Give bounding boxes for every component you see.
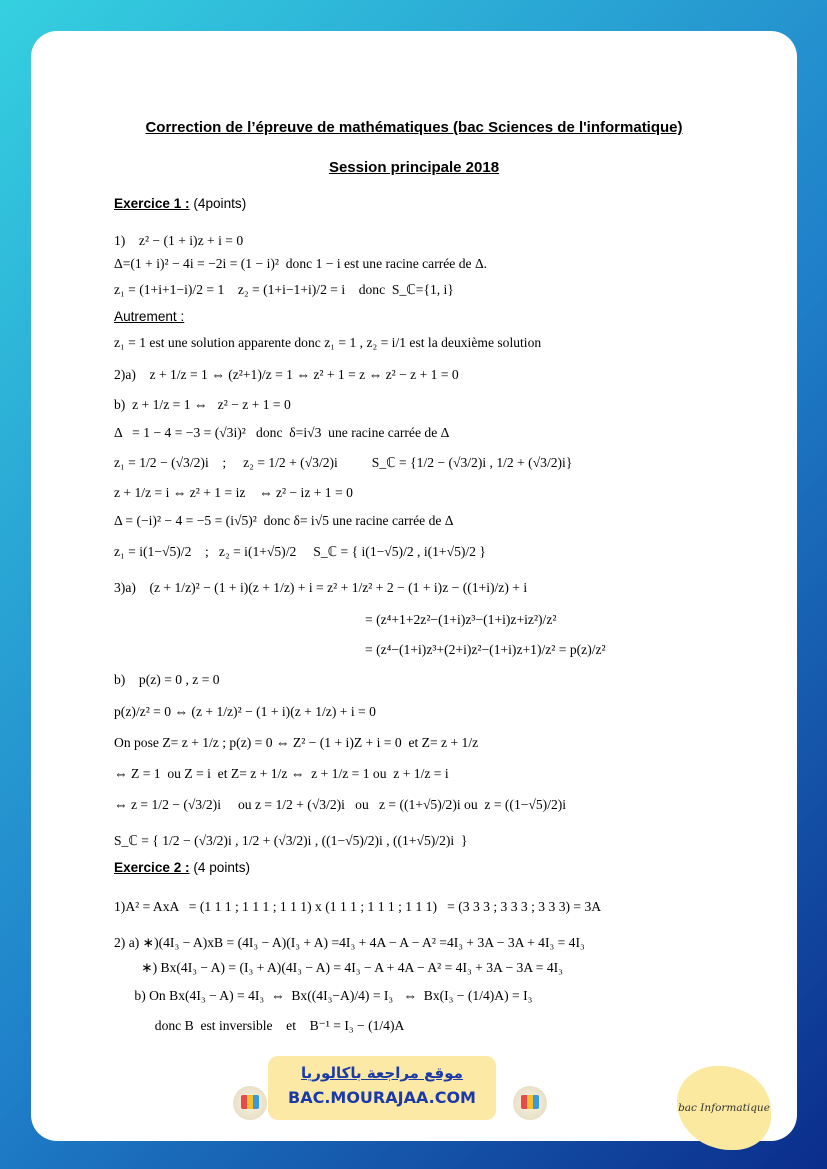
line-24: ∗) Bx(4I₃ − A) = (I₃ + A)(4I₃ − A) = 4I₃ − A + 4A − A² = 4I₃ + 3A − 3A = 4I₃ bbox=[114, 960, 563, 975]
exercise-2-heading: Exercice 2 : (4 points) bbox=[114, 860, 251, 875]
line-26: donc B est inversible et B⁻¹ = I₃ − (1/4)A bbox=[114, 1018, 405, 1033]
footer-arabic-text[interactable]: موقع مراجعة باكالوريا bbox=[301, 1064, 463, 1082]
line-21: S_ℂ = { 1/2 − (√3/2)i , 1/2 + (√3/2)i , ((1−√5)/2)i , ((1+√5)/2)i } bbox=[114, 833, 468, 848]
line-18: On pose Z= z + 1/z ; p(z) = 0 ⇔ Z² − (1 + i)Z + i = 0 et Z= z + 1/z bbox=[114, 735, 479, 750]
line-2: Δ=(1 + i)² − 4i = −2i = (1 − i)² donc 1 − i est une racine carrée de Δ. bbox=[114, 256, 488, 271]
line-autrement: Autrement : bbox=[114, 309, 185, 324]
line-11: Δ = (−i)² − 4 = −5 = (i√5)² donc δ= i√5 une racine carrée de Δ bbox=[114, 513, 454, 528]
line-6: 2)a) z + 1/z = 1 ⇔ (z²+1)/z = 1 ⇔ z² + 1 = z ⇔ z² − z + 1 = 0 bbox=[114, 367, 459, 382]
line-10: z + 1/z = i ⇔ z² + 1 = iz ⇔ z² − iz + 1 = 0 bbox=[114, 485, 353, 500]
line-25: b) On Bx(4I₃ − A) = 4I₃ ⇔ Bx((4I₃−A)/4) = I₃ ⇔ Bx(I₃ − (1/4)A) = I₃ bbox=[114, 988, 533, 1003]
line-16: b) p(z) = 0 , z = 0 bbox=[114, 672, 220, 687]
line-8: Δ = 1 − 4 = −3 = (√3i)² donc δ=i√3 une racine carrée de Δ bbox=[114, 425, 450, 440]
line-5: z₁ = 1 est une solution apparente donc z₁ = 1 , z₂ = i/1 est la deuxième solution bbox=[114, 335, 542, 350]
bac-informatique-badge: bac Informatique bbox=[677, 1066, 771, 1150]
line-20: ⇔ z = 1/2 − (√3/2)i ou z = 1/2 + (√3/2)i ou z = ((1+√5)/2)i ou z = ((1−√5)/2)i bbox=[114, 797, 567, 812]
line-22: 1)A² = AxA = (1 1 1 ; 1 1 1 ; 1 1 1) x (1 1 1 ; 1 1 1 ; 1 1 1) = (3 3 3 ; 3 3 3 ; 3 3 3) = 3A bbox=[114, 899, 602, 914]
right-logo-icon bbox=[513, 1086, 547, 1120]
line-23: 2) a) ∗)(4I₃ − A)xB = (4I₃ − A)(I₃ + A) =4I₃ + 4A − A − A² =4I₃ + 3A − 3A + 4I₃ = 4I₃ bbox=[114, 935, 585, 950]
footer-url[interactable]: BAC.MOURAJAA.COM bbox=[288, 1088, 476, 1107]
document-page bbox=[31, 31, 797, 1141]
line-12: z₁ = i(1−√5)/2 ; z₂ = i(1+√5)/2 S_ℂ = { i(1−√5)/2 , i(1+√5)/2 } bbox=[114, 544, 486, 559]
line-3: z₁ = (1+i+1−i)/2 = 1 z₂ = (1+i−1+i)/2 = i donc S_ℂ={1, i} bbox=[114, 282, 454, 297]
line-13: 3)a) (z + 1/z)² − (1 + i)(z + 1/z) + i = z² + 1/z² + 2 − (1 + i)z − ((1+i)/z) + i bbox=[114, 580, 528, 595]
doc-session: Session principale 2018 bbox=[328, 159, 500, 176]
line-19: ⇔ Z = 1 ou Z = i et Z= z + 1/z ⇔ z + 1/z = 1 ou z + 1/z = i bbox=[114, 766, 449, 781]
line-14: = (z⁴+1+2z²−(1+i)z³−(1+i)z+iz²)/z² bbox=[365, 612, 557, 627]
line-17: p(z)/z² = 0 ⇔ (z + 1/z)² − (1 + i)(z + 1/z) + i = 0 bbox=[114, 704, 376, 719]
line-1: 1) z² − (1 + i)z + i = 0 bbox=[114, 233, 244, 248]
exercise-1-heading: Exercice 1 : (4points) bbox=[114, 196, 247, 211]
line-7: b) z + 1/z = 1 ⇔ z² − z + 1 = 0 bbox=[114, 397, 291, 412]
footer-banner[interactable] bbox=[268, 1056, 496, 1120]
left-logo-icon bbox=[233, 1086, 267, 1120]
line-9: z₁ = 1/2 − (√3/2)i ; z₂ = 1/2 + (√3/2)i S_ℂ = {1/2 − (√3/2)i , 1/2 + (√3/2)i} bbox=[114, 455, 573, 470]
doc-title: Correction de l’épreuve de mathématiques (bac Sciences de l'informatique) bbox=[145, 119, 683, 136]
line-15: = (z⁴−(1+i)z³+(2+i)z²−(1+i)z+1)/z² = p(z)/z² bbox=[365, 642, 606, 657]
